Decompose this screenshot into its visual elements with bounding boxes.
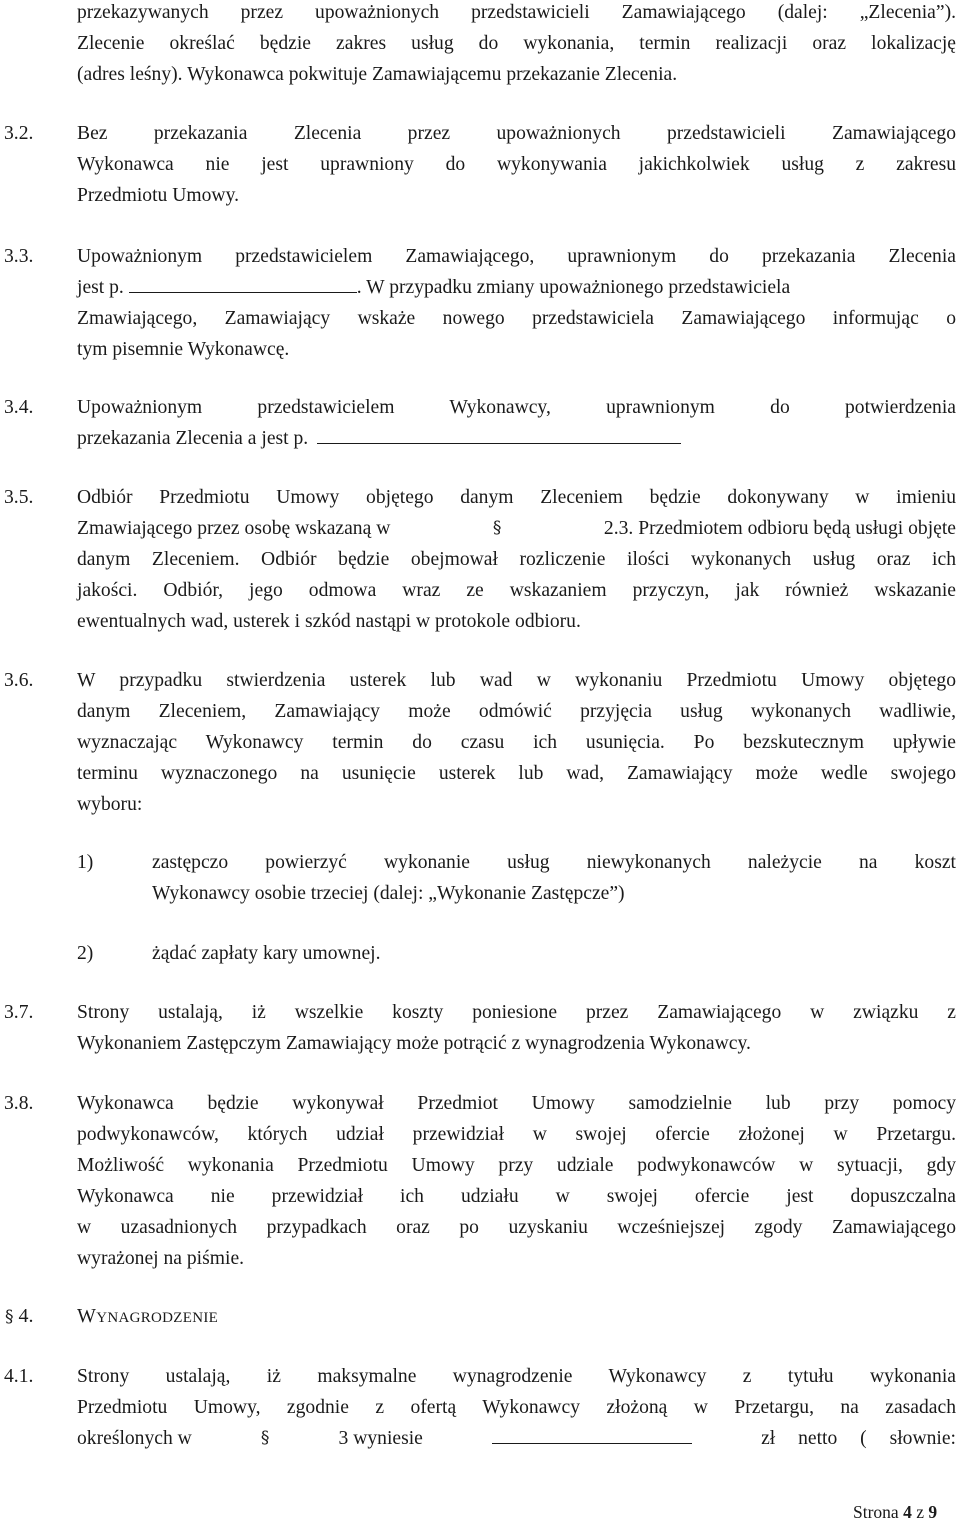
clause-3-8: [77, 1088, 956, 1274]
list-marker: 1): [77, 852, 94, 873]
text-line: Możliwość wykonania Przedmiotu Umowy przy udziale podwykonawców w sytuacji, gdy: [77, 1155, 956, 1176]
intro-paragraph: [77, 0, 956, 90]
clause-number: 3.6.: [4, 670, 34, 691]
clause-3-2: [77, 118, 956, 211]
text-line: Wykonawca będzie wykonywał Przedmiot Umowy samodzielnie lub przy pomocy: [77, 1093, 956, 1114]
text-line: W przypadku stwierdzenia usterek lub wad w wykonaniu Przedmiotu Umowy objętego: [77, 670, 956, 691]
text-line: (adres leśny). Wykonawca pokwituje Zamawiającemu przekazanie Zlecenia.: [77, 64, 678, 85]
current-page: 4: [903, 1502, 912, 1522]
clause-number: 3.5.: [4, 487, 34, 508]
page-label: Strona: [853, 1502, 899, 1522]
text-line: Wykonawcy osobie trzeciej (dalej: „Wykonanie Zastępcze”): [152, 883, 625, 904]
text-line: Wykonawca nie przewidział ich udziału w swojej ofercie jest dopuszczalna: [77, 1186, 956, 1207]
text-line: żądać zapłaty kary umownej.: [152, 943, 381, 964]
section-title-initial: W: [77, 1305, 97, 1327]
text-line: Bez przekazania Zlecenia przez upoważnionych przedstawicieli Zamawiającego: [77, 123, 956, 144]
page-of: z: [916, 1502, 924, 1522]
text-line: wyboru:: [77, 794, 143, 815]
list-item: [152, 847, 956, 909]
text-line: Upoważnionym przedstawicielem Zamawiającego, uprawnionym do przekazania Zlecenia: [77, 246, 956, 267]
text-fragment: jest p.: [77, 277, 124, 298]
text-line-with-blank: [77, 1423, 956, 1454]
clause-number: 3.8.: [4, 1093, 34, 1114]
text-line: wyznaczając Wykonawcy termin do czasu ich usunięcia. Po bezskutecznym upływie: [77, 732, 956, 753]
text-line: ewentualnych wad, usterek i szkód nastąpi w protokole odbioru.: [77, 611, 581, 632]
text-line-with-blank: [77, 423, 956, 454]
text-line: wyrażonej na piśmie.: [77, 1248, 245, 1269]
text-line: danym Zleceniem. Odbiór będzie obejmował rozliczenie ilości wykonanych usług oraz ich: [77, 549, 956, 570]
blank-line: [129, 272, 357, 293]
text-fragment: 3 wyniesie: [338, 1428, 423, 1449]
clause-3-7: [77, 997, 956, 1059]
section-heading: [5, 1301, 34, 1333]
clause-4-1: [77, 1361, 956, 1454]
clause-number: 3.4.: [4, 397, 34, 418]
text-line: Strony ustalają, iż maksymalne wynagrodzenie Wykonawcy z tytułu wykonania: [77, 1366, 956, 1387]
text-line: Odbiór Przedmiotu Umowy objętego danym Zleceniem będzie dokonywany w imieniu: [77, 487, 956, 508]
clause-number: 3.2.: [4, 123, 34, 144]
text-line: Wykonaniem Zastępczym Zamawiający może potrącić z wynagrodzenia Wykonawcy.: [77, 1033, 751, 1054]
text-fragment: przekazania Zlecenia a jest p.: [77, 428, 309, 449]
text-line: tym pisemnie Wykonawcę.: [77, 339, 290, 360]
text-line: Zmawiającego, Zamawiający wskaże nowego przedstawiciela Zamawiającego informując o: [77, 308, 956, 329]
list-item: [152, 938, 956, 969]
text-line: Przedmiotu Umowy, zgodnie z ofertą Wykonawcy złożoną w Przetargu, na zasadach: [77, 1397, 956, 1418]
text-fragment: zł netto ( słownie:: [761, 1428, 956, 1449]
text-line: podwykonawców, których udział przewidział w swojej ofercie złożonej w Przetargu.: [77, 1124, 956, 1145]
text-line: zastępczo powierzyć wykonanie usług niewykonanych należycie na koszt: [152, 852, 956, 873]
clause-number: 3.7.: [4, 1002, 34, 1023]
clause-3-6: [77, 665, 956, 820]
text-line: jakości. Odbiór, jego odmowa wraz ze wskazaniem przyczyn, jak również wskazanie: [77, 580, 956, 601]
list-marker: 2): [77, 943, 94, 964]
section-number: 4.: [18, 1305, 34, 1327]
total-pages: 9: [928, 1502, 938, 1522]
section-sign-icon: §: [492, 518, 502, 538]
text-line: Wykonawca nie jest uprawniony do wykonywania jakichkolwiek usług z zakresu: [77, 154, 956, 175]
section-title-rest: YNAGRODZENIE: [96, 1310, 219, 1326]
text-line: Upoważnionym przedstawicielem Wykonawcy, uprawnionym do potwierdzenia: [77, 397, 956, 418]
text-fragment: 2.3. Przedmiotem odbioru będą usługi objęte: [603, 518, 956, 539]
clause-3-5: [77, 482, 956, 637]
section-sign-icon: §: [260, 1428, 270, 1448]
clause-number: 4.1.: [4, 1366, 34, 1387]
text-line: Przedmiotu Umowy.: [77, 185, 239, 206]
clause-3-3: [77, 241, 956, 365]
text-line: Strony ustalają, iż wszelkie koszty poniesione przez Zamawiającego w związku z: [77, 1002, 956, 1023]
blank-line: [317, 423, 681, 444]
text-line-with-symbol: [77, 513, 956, 544]
text-line: terminu wyznaczonego na usunięcie usterek lub wad, Zamawiający może wedle swojego: [77, 763, 956, 784]
text-line: przekazywanych przez upoważnionych przedstawicieli Zamawiającego (dalej: „Zlecenia”).: [77, 2, 956, 23]
text-line: w uzasadnionych przypadkach oraz po uzyskaniu wcześniejszej zgody Zamawiającego: [77, 1217, 956, 1238]
text-line: Zlecenie określać będzie zakres usług do wykonania, termin realizacji oraz lokalizację: [77, 33, 956, 54]
blank-line: [492, 1423, 692, 1444]
section-sign-icon: §: [5, 1307, 14, 1327]
clause-3-4: [77, 392, 956, 454]
text-fragment: Zmawiającego przez osobę wskazaną w: [77, 518, 391, 539]
text-line-with-blank: [77, 272, 956, 303]
text-fragment: . W przypadku zmiany upoważnionego przedstawiciela: [356, 277, 791, 298]
section-title: [77, 1301, 218, 1334]
text-fragment: określonych w: [77, 1428, 192, 1449]
clause-number: 3.3.: [4, 246, 34, 267]
page-number: [853, 1497, 937, 1528]
text-line: danym Zleceniem, Zamawiający może odmówić przyjęcia usług wykonanych wadliwie,: [77, 701, 956, 722]
